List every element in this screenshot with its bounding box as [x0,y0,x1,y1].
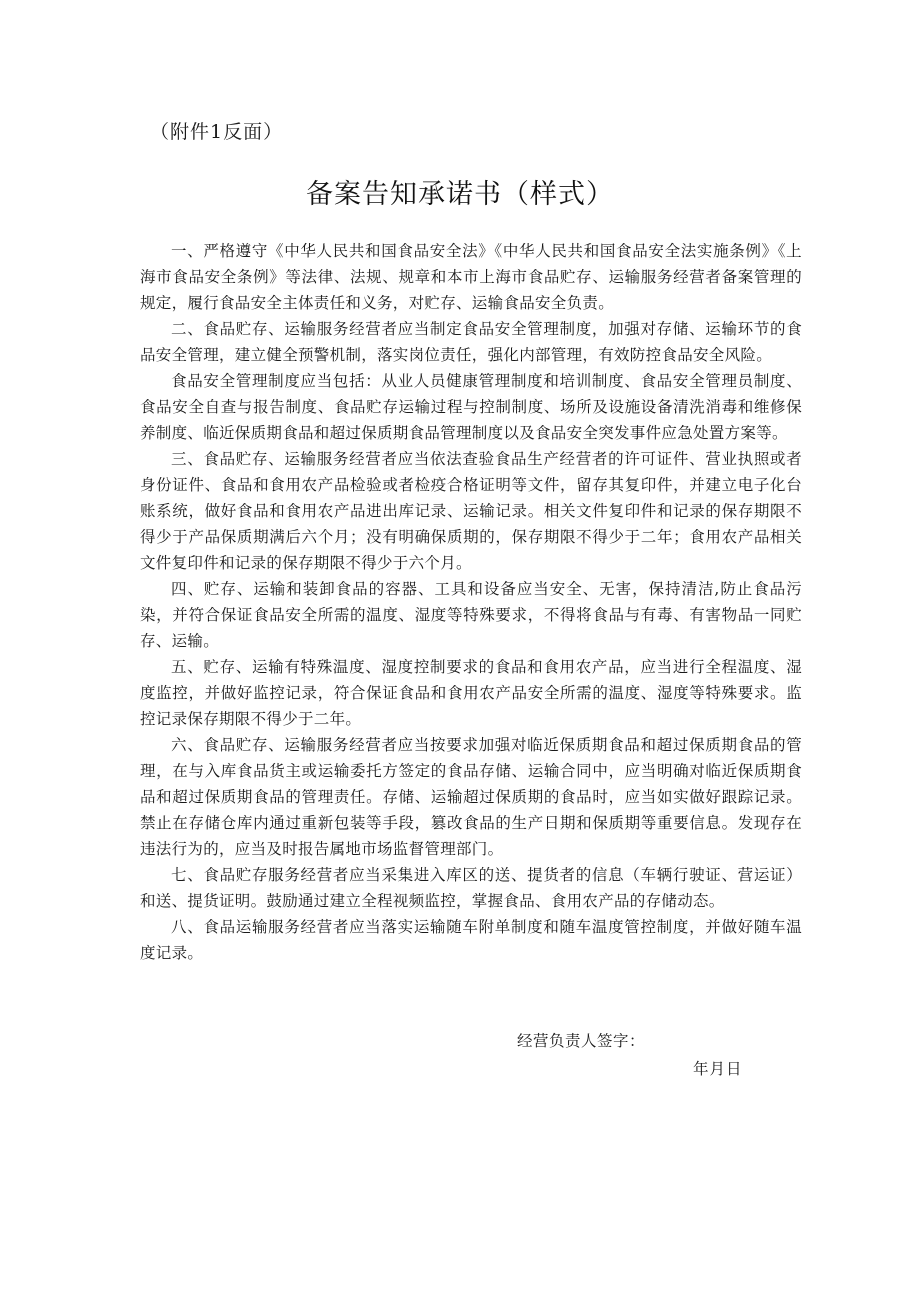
signature-label: 经营负责人签字： [517,1032,646,1050]
paragraph-1: 一、严格遵守《中华人民共和国食品安全法》《中华人民共和国食品安全法实施条例》《上海市食品安全条例》等法律、法规、规章和本市上海市食品贮存、运输服务经营者备案管理的规定，履行食品安全主体责任和义务，对贮存、运输食品安全负责。 [140,242,802,312]
paragraph-7: 七、食品贮存服务经营者应当采集进入库区的送、提货者的信息（车辆行驶证、营运证）和送、提货证明。鼓励通过建立全程视频监控，掌握食品、食用农产品的存储动态。 [140,866,802,910]
paragraph-6: 六、食品贮存、运输服务经营者应当按要求加强对临近保质期食品和超过保质期食品的管理，在与入库食品货主或运输委托方签定的食品存储、运输合同中，应当明确对临近保质期食品和超过保质期食品的管理责任。存储、运输超过保质期的食品时，应当如实做好跟踪记录。禁止在存储仓库内通过重新包装等手段，篡改食品的生产日期和保质期等重要信息。发现存在违法行为的，应当及时报告属地市场监督管理部门。 [140,736,802,858]
attachment-label: （附件1反面） [150,121,284,143]
paragraph-5: 五、贮存、运输有特殊温度、湿度控制要求的食品和食用农产品，应当进行全程温度、湿度监控，并做好监控记录，符合保证食品和食用农产品安全所需的温度、湿度等特殊要求。监控记录保存期限不得少于二年。 [140,658,802,728]
paragraph-3: 三、食品贮存、运输服务经营者应当依法查验食品生产经营者的许可证件、营业执照或者身份证件、食品和食用农产品检验或者检疫合格证明等文件，留存其复印件，并建立电子化台账系统，做好食品和食用农产品进出库记录、运输记录。相关文件复印件和记录的保存期限不得少于产品保质期满后六个月；没有明确保质期的，保存期限不得少于二年；食用农产品相关文件复印件和记录的保存期限不得少于六个月。 [140,450,802,572]
paragraph-management-system: 食品安全管理制度应当包括：从业人员健康管理制度和培训制度、食品安全管理员制度、食品安全自查与报告制度、食品贮存运输过程与控制制度、场所及设施设备清洗消毒和维修保养制度、临近保质期食品和超过保质期食品管理制度以及食品安全突发事件应急处置方案等。 [140,372,802,442]
paragraph-4: 四、贮存、运输和装卸食品的容器、工具和设备应当安全、无害，保持清洁,防止食品污染，并符合保证食品安全所需的温度、湿度等特殊要求，不得将食品与有毒、有害物品一同贮存、运输。 [140,580,802,650]
date-label: 年月日 [693,1060,743,1078]
paragraph-8: 八、食品运输服务经营者应当落实运输随车附单制度和随车温度管控制度，并做好随车温度记录。 [140,918,802,962]
paragraph-2: 二、食品贮存、运输服务经营者应当制定食品安全管理制度，加强对存储、运输环节的食品安全管理，建立健全预警机制，落实岗位责任，强化内部管理，有效防控食品安全风险。 [140,320,802,364]
document-title: 备案告知承诺书（样式） [306,179,614,210]
document-body [140,238,802,966]
